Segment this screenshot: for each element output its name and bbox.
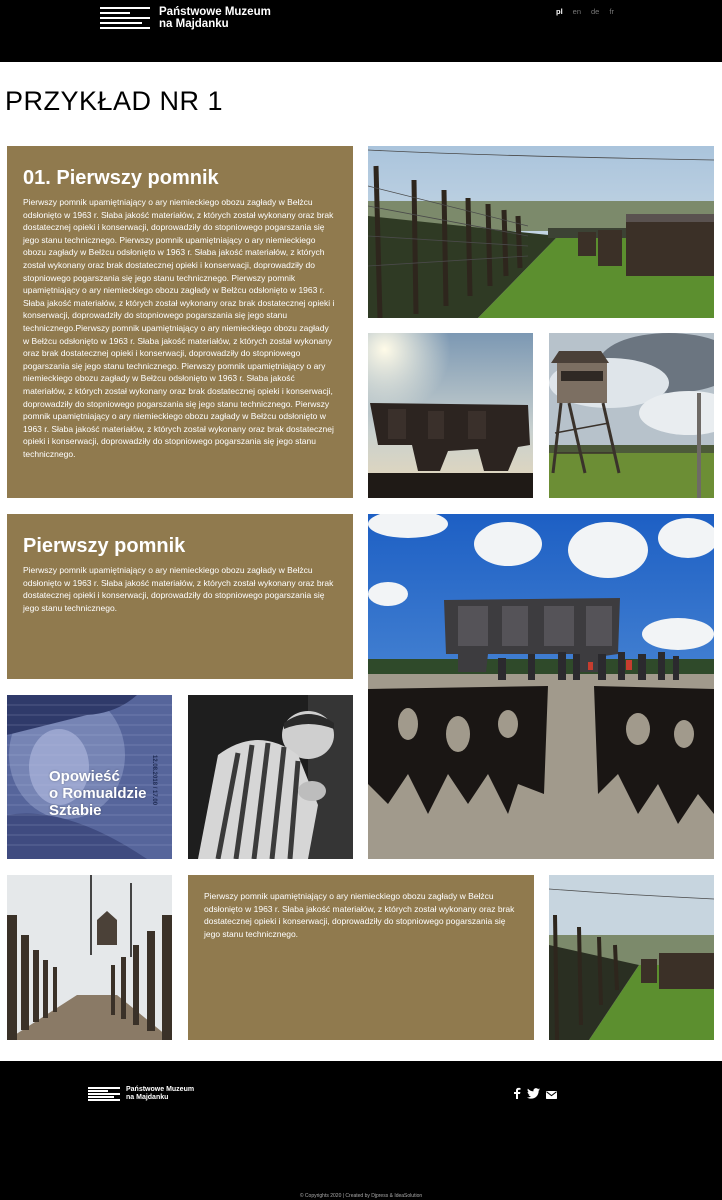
photo-fence-barracks-small[interactable] <box>549 875 714 1040</box>
museum-logo[interactable] <box>100 6 271 30</box>
facebook-icon[interactable] <box>513 1086 521 1104</box>
copyright-text: © Copyrights 2020 | Created by Djpress & IdeaSolution <box>299 1193 423 1199</box>
poster-date: 12.08.2018 / 17.00 <box>151 755 157 806</box>
photo-prisoner[interactable] <box>188 695 353 859</box>
fence-barracks-small-image <box>549 875 714 1040</box>
social-links <box>513 1086 557 1104</box>
logo-text <box>159 6 271 30</box>
poster-title-line-2: o Romualdzie <box>49 785 147 802</box>
logo-line-2: na Majdanku <box>159 18 229 30</box>
lang-de[interactable]: de <box>591 7 600 16</box>
poster-title-line-1: Opowieść <box>49 768 120 785</box>
page-title: PRZYKŁAD NR 1 <box>5 86 224 116</box>
photo-watchtower[interactable] <box>549 333 714 498</box>
memorial-sunset-image <box>368 333 533 498</box>
fence-barracks-image <box>368 146 714 318</box>
lang-en[interactable]: en <box>572 7 582 16</box>
info-card-third <box>188 875 534 1040</box>
lang-pl[interactable]: pl <box>556 7 563 16</box>
memorial-visitors-image <box>368 514 714 859</box>
twitter-icon[interactable] <box>527 1086 540 1104</box>
card-body: Pierwszy pomnik upamiętniający o ary niemieckiego obozu zagłady w Bełżcu odsłonięto w 1963 r. Słaba jakość materiałów, z których został wykonany oraz brak dostatecznej opieki i konserwacji, doprowadziły do stopniowego pogarszania się jego stanu technicznego. Pierwszy pomnik upamiętniający o ary niemieckiego obozu zagłady w Bełżcu odsłonięto w 1963 r. Słaba jakość materiałów, z których został wykonany oraz brak dostatecznej opieki i konserwacji, doprowadziły do stopniowego pogarszania się jego stanu technicznego. Pierwszy pomnik upamiętniający o ary niemieckiego obozu zagłady w Bełżcu odsłonięto w 1963 r. Słaba jakość materiałów, z których został wykonany oraz brak dostatecznej opieki i konserwacji, doprowadziły do stopniowego pogarszania się jego stanu technicznego.Pierwszy pomnik upamiętniający o ary niemieckiego obozu zagłady w Bełżcu odsłonięto w 1963 r. Słaba jakość materiałów, z których został wykonany oraz brak dostatecznej opieki i konserwacji, doprowadziły do stopniowego pogarszania się jego stanu technicznego. Pierwszy pomnik upamiętniający o ary niemieckiego obozu zagłady w Bełżcu odsłonięto w 1963 r. Słaba jakość materiałów, z których został wykonany oraz brak dostatecznej opieki i konserwacji, doprowadziły do stopniowego pogarszania się jego stanu technicznego. Pierwszy pomnik upamiętniający o ary niemieckiego obozu zagłady w Bełżcu odsłonięto w 1963 r. Słaba jakość materiałów, z których został wykonany oraz brak dostatecznej opieki i konserwacji, doprowadziły do stopniowego pogarszania się jego stanu technicznego. <box>23 197 335 459</box>
card-body: Pierwszy pomnik upamiętniający o ary niemieckiego obozu zagłady w Bełżcu odsłonięto w 1963 r. Słaba jakość materiałów, z których został wykonany oraz brak dostatecznej opieki i konserwacji, doprowadziły do stopniowego pogarszania się jego stanu technicznego. <box>204 891 515 939</box>
lang-fr[interactable]: fr <box>609 7 614 16</box>
info-card-first <box>7 146 353 498</box>
photo-fence-barracks[interactable] <box>368 146 714 318</box>
event-poster[interactable] <box>7 695 172 859</box>
logo-line-1: Państwowe Muzeum <box>159 6 271 18</box>
card-heading: 01. Pierwszy pomnik <box>23 167 219 189</box>
photo-memorial-visitors[interactable] <box>368 514 714 859</box>
poster-title-line-3: Sztabie <box>49 802 102 819</box>
footer-logo-line-2: na Majdanku <box>126 1094 169 1101</box>
poster-title <box>49 768 147 819</box>
site-header <box>0 0 722 62</box>
info-card-second <box>7 514 353 679</box>
footer-logo-mark-icon <box>88 1087 120 1101</box>
card-body: Pierwszy pomnik upamiętniający o ary niemieckiego obozu zagłady w Bełżcu odsłonięto w 1963 r. Słaba jakość materiałów, z których został wykonany oraz brak dostatecznej opieki i konserwacji, doprowadziły do stopniowego pogarszania się jego stanu technicznego. <box>23 565 334 613</box>
card-heading: Pierwszy pomnik <box>23 535 186 557</box>
site-footer <box>0 1061 722 1200</box>
footer-logo[interactable] <box>88 1086 194 1102</box>
photo-memorial-sunset[interactable] <box>368 333 533 498</box>
language-switcher <box>556 7 614 16</box>
footer-logo-text <box>126 1086 194 1102</box>
prisoner-image <box>188 695 353 859</box>
mail-icon[interactable] <box>546 1086 557 1104</box>
fence-path-image <box>7 875 172 1040</box>
logo-mark-icon <box>100 7 150 29</box>
watchtower-image <box>549 333 714 498</box>
footer-logo-line-1: Państwowe Muzeum <box>126 1086 195 1093</box>
photo-fence-path[interactable] <box>7 875 172 1040</box>
